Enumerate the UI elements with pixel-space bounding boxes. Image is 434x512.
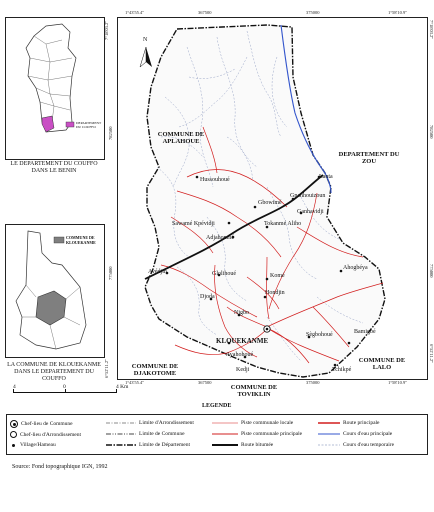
legend-route-bitumee-label: Route bitumée <box>241 442 274 448</box>
scale-tick-1: 0 <box>63 384 66 390</box>
coord-bottom-3: 1°58'10.9" <box>388 380 408 385</box>
legend-cours-principal-label: Cours d'eau principale <box>343 431 393 437</box>
village-gbowime: Gbowimé <box>258 200 282 206</box>
north-arrow <box>140 47 152 67</box>
legend-chef-commune-label: Chef-lieu de Commune <box>21 421 73 427</box>
inset-couffo-frame <box>5 224 105 358</box>
legend-chef-arrond <box>10 431 81 438</box>
coord-top-1: 367500 <box>198 10 212 15</box>
inset-benin-caption: LE DEPARTEMENT DU COUFFO DANS LE BENIN <box>10 161 98 174</box>
legend-lim-dept <box>106 442 190 448</box>
legend-piste-principale-label: Piste communale principale <box>241 431 303 437</box>
coord-left-0: 7°18'03.2" <box>104 20 109 40</box>
village-tchikpe: Tchikpé <box>332 367 352 373</box>
benin-inset-legend-label: DEPARTEMENT DU COUFFO <box>76 121 102 129</box>
coord-bottom-2: 375000 <box>306 380 320 385</box>
coord-right-3: 6°52'11.2" <box>429 344 434 363</box>
source-note: Source: Fond topographique IGN, 1992 <box>12 464 108 470</box>
coord-top-0: 1°43'55.4" <box>125 10 145 15</box>
commune-map <box>117 17 426 378</box>
village-kome: Komé <box>270 273 285 279</box>
legend-lim-arrond-label: Limite d'Arrondissement <box>139 420 194 426</box>
legend-chef-commune <box>10 420 73 428</box>
legend-lim-arrond <box>106 420 194 426</box>
legend-cours-temporaire <box>318 442 394 448</box>
village-bamigbe: Bamigbé <box>354 329 376 335</box>
scale-bar <box>13 392 117 399</box>
village-hussouhoue: Hussouhoué <box>200 177 230 183</box>
village-kedji: Kedji <box>236 367 250 373</box>
village-hondjin: Hondjin <box>265 290 285 296</box>
legend-chef-arrond-label: Chef-lieu d'Arrondissement <box>20 431 82 438</box>
benin-inset-map <box>6 18 104 159</box>
legend-lim-commune-label: Limite de Commune <box>139 431 185 437</box>
coord-left-1: 782500 <box>108 126 113 140</box>
coord-bottom-0: 1°43'55.4" <box>125 380 145 385</box>
neighbor-zou: DEPARTEMENT DU ZOU <box>338 151 400 165</box>
village-lanta: Lanta <box>319 174 333 180</box>
coord-top-3: 1°58'10.9" <box>388 10 408 15</box>
coord-left-3: 6°52'11.2" <box>104 359 109 378</box>
coord-right-1: 782500 <box>429 125 434 139</box>
legend-lim-commune <box>106 431 185 437</box>
coord-right-2: 775000 <box>429 264 434 278</box>
village-djoda: Djoda <box>200 294 215 300</box>
neighbor-lalo: COMMUNE DE LALO <box>358 357 406 371</box>
village-adjahonme: Adjahonmé <box>206 235 234 241</box>
village-avedjin: Avédjin <box>148 269 167 275</box>
legend-lim-dept-label: Limite de Département <box>139 442 191 448</box>
legend-route-bitumee <box>212 442 273 448</box>
coord-left-2: 775000 <box>108 266 113 280</box>
legend-cours-principal <box>318 431 392 437</box>
inset-benin-frame <box>5 17 105 160</box>
north-arrow-label: N <box>143 37 148 43</box>
legend-piste-principale <box>212 431 302 437</box>
village-ayahohoue: Ayahohoué <box>226 352 254 358</box>
couffo-inset-legend-label: COMMUNE DE KLOUEKANME <box>66 235 96 245</box>
neighbor-djakotome: COMMUNE DE DJAKOTOME <box>131 363 179 377</box>
legend-route-principale-label: Route principale <box>343 420 380 426</box>
inset-couffo-caption: LA COMMUNE DE KLOUEKANME DANS LE DEPARTEMENT DU COUFFO <box>7 362 101 382</box>
coord-bottom-1: 367500 <box>198 380 212 385</box>
village-ahogbeya: Ahogbéya <box>343 265 368 271</box>
legend-cours-temporaire-label: Cours d'eau temporaire <box>343 442 395 448</box>
village-segbohoue: Sègbohoué <box>306 332 333 338</box>
legend-village <box>10 442 56 448</box>
legend-route-principale <box>318 420 380 426</box>
coord-right-0: 7°18'03.2" <box>429 20 434 40</box>
village-klouekanme: KLOUEKANME <box>216 337 269 345</box>
village-gnanhouizoun: Gnanhouizoun <box>290 193 326 199</box>
neighbor-aplahoue: COMMUNE DE APLAHOUE <box>157 131 205 145</box>
legend-title: LEGENDE <box>202 403 232 409</box>
village-glolihoue: Glolihoué <box>212 271 236 277</box>
village-ganhavidji: Ganhavidji <box>297 209 324 215</box>
neighbor-toviklin: COMMUNE DE TOVIKLIN <box>230 384 278 398</box>
village-sawame: Sawamé Kpévidji <box>172 221 215 227</box>
legend-piste-locale-label: Piste communale locale <box>241 420 294 426</box>
legend-village-label: Village/Hameau <box>20 442 56 448</box>
village-nigbo: Nigbo <box>234 310 249 316</box>
scale-tick-2: 4 Km <box>116 384 129 390</box>
scale-tick-0: 4 <box>13 384 16 390</box>
village-tokanme: Tokanmé Aliho <box>264 221 302 227</box>
coord-top-2: 375000 <box>306 10 320 15</box>
legend-piste-locale <box>212 420 293 426</box>
